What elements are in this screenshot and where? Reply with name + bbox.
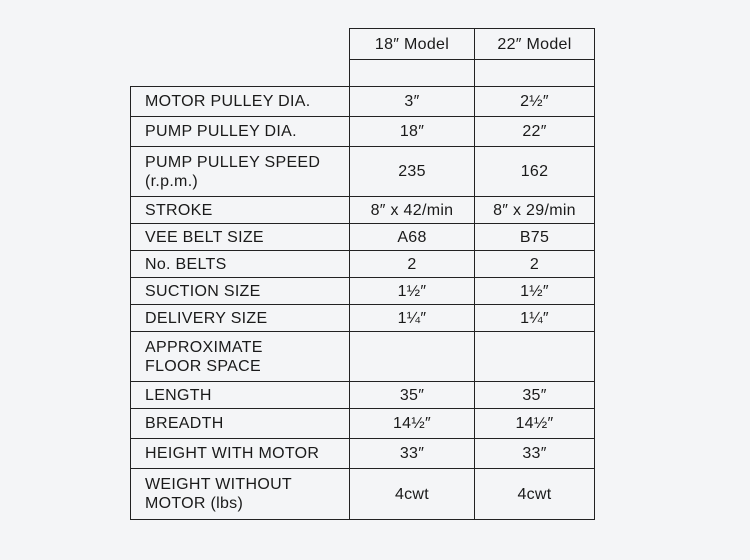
- value-22: 1¼″: [475, 305, 595, 332]
- value-18: 14½″: [350, 409, 475, 439]
- table-row: [131, 251, 595, 278]
- row-label: PUMP PULLEY DIA.: [131, 117, 350, 147]
- row-label: HEIGHT WITH MOTOR: [131, 439, 350, 469]
- value-18: 235: [350, 147, 475, 197]
- value-22: 1½″: [475, 278, 595, 305]
- value-18: 1¼″: [350, 305, 475, 332]
- value-22: 2½″: [475, 87, 595, 117]
- value-18: [350, 332, 475, 382]
- row-label: BREADTH: [131, 409, 350, 439]
- table-row: [131, 305, 595, 332]
- table-spacer-row: [131, 60, 595, 87]
- pump-spec-table: [130, 28, 595, 520]
- value-22: 22″: [475, 117, 595, 147]
- row-label: APPROXIMATE FLOOR SPACE: [131, 332, 350, 382]
- value-22: [475, 332, 595, 382]
- value-18: 18″: [350, 117, 475, 147]
- row-label: STROKE: [131, 197, 350, 224]
- row-label: VEE BELT SIZE: [131, 224, 350, 251]
- value-22: B75: [475, 224, 595, 251]
- value-18: 35″: [350, 382, 475, 409]
- value-18: A68: [350, 224, 475, 251]
- table-row: [131, 117, 595, 147]
- row-label: SUCTION SIZE: [131, 278, 350, 305]
- row-label: MOTOR PULLEY DIA.: [131, 87, 350, 117]
- value-18: 33″: [350, 439, 475, 469]
- table-row: [131, 332, 595, 382]
- value-18: 4cwt: [350, 469, 475, 520]
- table-row: [131, 382, 595, 409]
- value-22: 8″ x 29/min: [475, 197, 595, 224]
- value-22: 2: [475, 251, 595, 278]
- table-row: [131, 409, 595, 439]
- value-18: 3″: [350, 87, 475, 117]
- value-22: 4cwt: [475, 469, 595, 520]
- table-row: [131, 147, 595, 197]
- row-label: LENGTH: [131, 382, 350, 409]
- table-row: [131, 197, 595, 224]
- table-row: [131, 469, 595, 520]
- row-label: PUMP PULLEY SPEED (r.p.m.): [131, 147, 350, 197]
- header-22-model: 22″ Model: [475, 29, 595, 60]
- value-18: 2: [350, 251, 475, 278]
- row-label: DELIVERY SIZE: [131, 305, 350, 332]
- value-22: 33″: [475, 439, 595, 469]
- value-18: 8″ x 42/min: [350, 197, 475, 224]
- table-header-row: [131, 29, 595, 60]
- table-row: [131, 439, 595, 469]
- table-row: [131, 87, 595, 117]
- value-22: 14½″: [475, 409, 595, 439]
- value-22: 162: [475, 147, 595, 197]
- value-22: 35″: [475, 382, 595, 409]
- row-label: WEIGHT WITHOUT MOTOR (lbs): [131, 469, 350, 520]
- table-row: [131, 224, 595, 251]
- value-18: 1½″: [350, 278, 475, 305]
- row-label: No. BELTS: [131, 251, 350, 278]
- header-18-model: 18″ Model: [350, 29, 475, 60]
- table-row: [131, 278, 595, 305]
